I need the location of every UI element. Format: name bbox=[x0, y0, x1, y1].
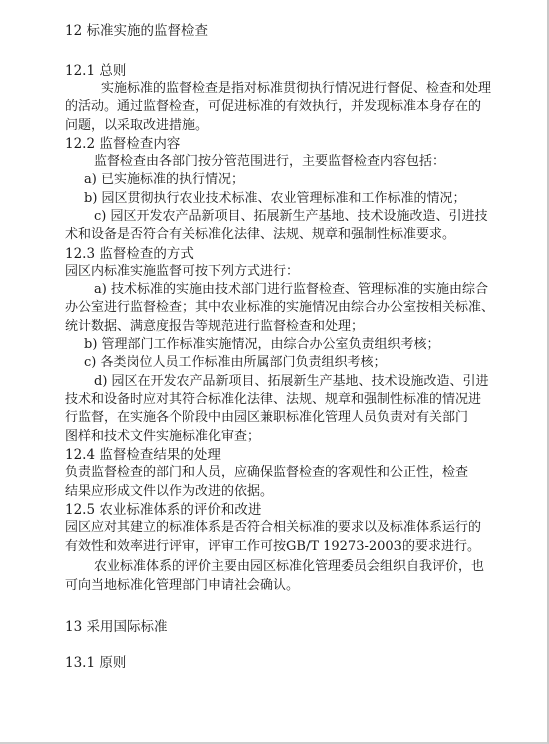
section-heading: 12.5 农业标准体系的评价和改进 bbox=[65, 502, 262, 518]
section-heading: 12.1 总则 bbox=[65, 63, 127, 79]
text-line: c) 园区开发农产品新项目、拓展新生产基地、技术设施改造、引进技 bbox=[94, 209, 488, 224]
section-heading: 13.1 原则 bbox=[65, 655, 127, 671]
text-line: 统计数据、满意度报告等规范进行监督检查和处理； bbox=[65, 319, 365, 334]
text-line: a) 技术标准的实施由技术部门进行监督检查、管理标准的实施由综合 bbox=[94, 282, 488, 297]
text-line: b) 园区贯彻执行农业技术标准、农业管理标准和工作标准的情况； bbox=[84, 191, 466, 206]
chapter-heading: 12 标准实施的监督检查 bbox=[65, 23, 208, 39]
text-line: c) 各类岗位人员工作标准由所属部门负责组织考核； bbox=[84, 355, 387, 370]
text-line: 术和设备是否符合有关标准化法律、法规、规章和强制性标准要求。 bbox=[65, 227, 456, 242]
section-heading: 12.4 监督检查结果的处理 bbox=[65, 447, 221, 463]
text-line: 园区内标准实施监督可按下列方式进行： bbox=[65, 264, 300, 279]
section-heading: 12.3 监督检查的方式 bbox=[65, 246, 194, 262]
text-line: 的活动。通过监督检查，可促进标准的有效执行，并发现标准本身存在的 bbox=[65, 99, 482, 114]
text-line: 监督检查由各部门按分管范围进行，主要监督检查内容包括： bbox=[94, 154, 446, 169]
text-line: 技术和设备时应对其符合标准化法律、法规、规章和强制性标准的情况进 bbox=[65, 392, 482, 407]
text-line: 办公室进行监督检查；其中农业标准的实施情况由综合办公室按相关标准、 bbox=[65, 300, 495, 315]
text-line: 行监督，在实施各个阶段中由园区兼职标准化管理人员负责对有关部门 bbox=[65, 410, 469, 425]
text-line: 农业标准体系的评价主要由园区标准化管理委员会组织自我评价，也 bbox=[94, 559, 485, 574]
text-line: 有效性和效率进行评审，评审工作可按GB/T 19273-2003的要求进行。 bbox=[65, 539, 480, 554]
text-line: 园区应对其建立的标准体系是否符合相关标准的要求以及标准体系运行的 bbox=[65, 520, 482, 535]
text-line: 图样和技术文件实施标准化审查； bbox=[65, 429, 261, 444]
chapter-heading: 13 采用国际标准 bbox=[65, 619, 168, 635]
text-line: 问题，以采取改进措施。 bbox=[65, 118, 209, 133]
text-line: a) 已实施标准的执行情况； bbox=[84, 172, 244, 187]
text-line: 结果应形成文件以作为改进的依据。 bbox=[65, 484, 274, 499]
text-line: 可向当地标准化管理部门申请社会确认。 bbox=[65, 578, 300, 593]
section-heading: 12.2 监督检查内容 bbox=[65, 136, 181, 152]
text-line: b) 管理部门工作标准实施情况，由综合办公室负责组织考核； bbox=[84, 337, 440, 352]
text-line: 负责监督检查的部门和人员，应确保监督检查的客观性和公正性，检查 bbox=[65, 465, 469, 480]
text-line: d) 园区在开发农产品新项目、拓展新生产基地、技术设施改造、引进 bbox=[94, 374, 489, 389]
text-line: 实施标准的监督检查是指对标准贯彻执行情况进行督促、检查和处理 bbox=[101, 81, 492, 96]
